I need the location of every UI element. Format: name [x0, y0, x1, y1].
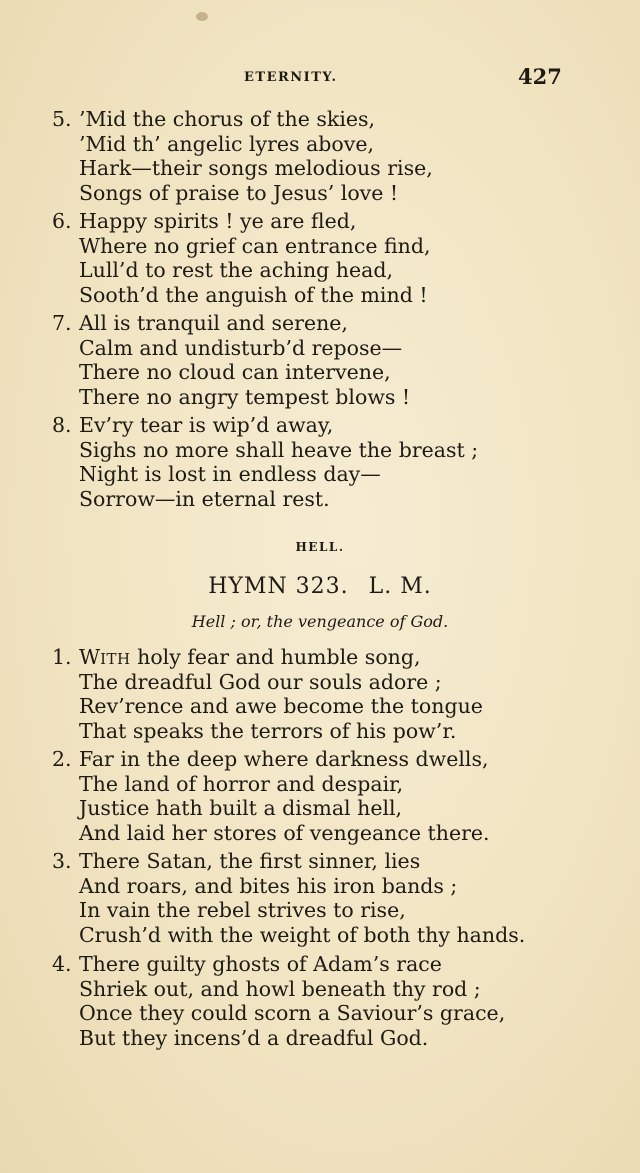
verse-line: Sooth’d the anguish of the mind !	[79, 282, 428, 307]
running-title: ETERNITY.	[244, 70, 338, 85]
verse-line: Shriek out, and howl beneath thy rod ;	[79, 976, 481, 1001]
stanza-number: 7.	[52, 311, 72, 335]
drop-word: WITH	[79, 645, 131, 669]
verse-line	[79, 645, 421, 672]
verse-line: Sighs no more shall heave the breast ;	[79, 437, 479, 462]
verse-line: Songs of praise to Jesus’ love !	[79, 180, 399, 205]
verse-line: Hark—their songs melodious rise,	[79, 156, 433, 181]
hymn-stanza-3	[52, 849, 612, 947]
hymn-title	[0, 574, 640, 599]
verse-line: Night is lost in endless day—	[79, 462, 381, 487]
verse-line: But they incens’d a dreadful God.	[79, 1025, 429, 1050]
verse-line: Crush’d with the weight of both thy hands.	[79, 922, 526, 947]
stanza-number: 3.	[52, 849, 72, 873]
verse-line: There no angry tempest blows !	[79, 384, 411, 409]
ink-smudge	[196, 12, 208, 21]
verse-line: Happy spirits ! ye are fled,	[79, 209, 357, 233]
verse-line: Calm and undisturb’d repose—	[79, 335, 403, 360]
verse-line: There no cloud can intervene,	[79, 360, 391, 385]
stanza-number: 8.	[52, 413, 72, 437]
verse-line: Once they could scorn a Saviour’s grace,	[79, 1001, 506, 1026]
stanza-number: 6.	[52, 209, 72, 233]
hymn-subtitle: Hell ; or, the vengeance of God.	[191, 612, 449, 631]
verse-line: ’Mid the chorus of the skies,	[79, 107, 376, 131]
section-heading: HELL.	[295, 540, 345, 554]
verse-line: The land of horror and despair,	[79, 771, 404, 796]
verse-line: Far in the deep where darkness dwells,	[79, 747, 489, 771]
verse-line: The dreadful God our souls adore ;	[79, 669, 442, 694]
verse-line: Ev’ry tear is wip’d away,	[79, 413, 334, 437]
verse-line: In vain the rebel strives to rise,	[79, 898, 406, 923]
verse-line: There Satan, the first sinner, lies	[79, 849, 421, 873]
stanza-number: 5.	[52, 107, 72, 131]
running-head	[0, 64, 640, 88]
verse-line: And roars, and bites his iron bands ;	[79, 873, 458, 898]
hymn-stanza-2	[52, 747, 612, 845]
stanza-number: 1.	[52, 645, 72, 669]
verse-line: Sorrow—in eternal rest.	[79, 486, 330, 511]
stanza-number: 4.	[52, 952, 72, 976]
verse-line-rest: holy fear and humble song,	[130, 645, 421, 669]
page-number: 427	[518, 64, 562, 89]
hymn-number: HYMN 323.	[208, 574, 349, 599]
verse-line: Justice hath built a dismal hell,	[79, 796, 403, 821]
verse-line: ’Mid th’ angelic lyres above,	[79, 131, 374, 156]
verse-line: There guilty ghosts of Adam’s race	[79, 952, 442, 976]
verse-line: Lull’d to rest the aching head,	[79, 258, 393, 283]
verse-line: Where no grief can entrance find,	[79, 233, 431, 258]
stanza-6	[52, 209, 612, 307]
verse-line: Rev’rence and awe become the tongue	[79, 694, 483, 719]
hymn-stanza-1	[52, 645, 612, 743]
hymn-meter: L. M.	[368, 574, 432, 599]
verse-line: All is tranquil and serene,	[79, 311, 348, 335]
verse-line: And laid her stores of vengeance there.	[79, 820, 490, 845]
stanza-5	[52, 107, 612, 205]
stanza-8	[52, 413, 612, 511]
hymn-stanza-4	[52, 952, 612, 1050]
verse-line: That speaks the terrors of his pow’r.	[79, 718, 457, 743]
stanza-7	[52, 311, 612, 409]
stanza-number: 2.	[52, 747, 72, 771]
